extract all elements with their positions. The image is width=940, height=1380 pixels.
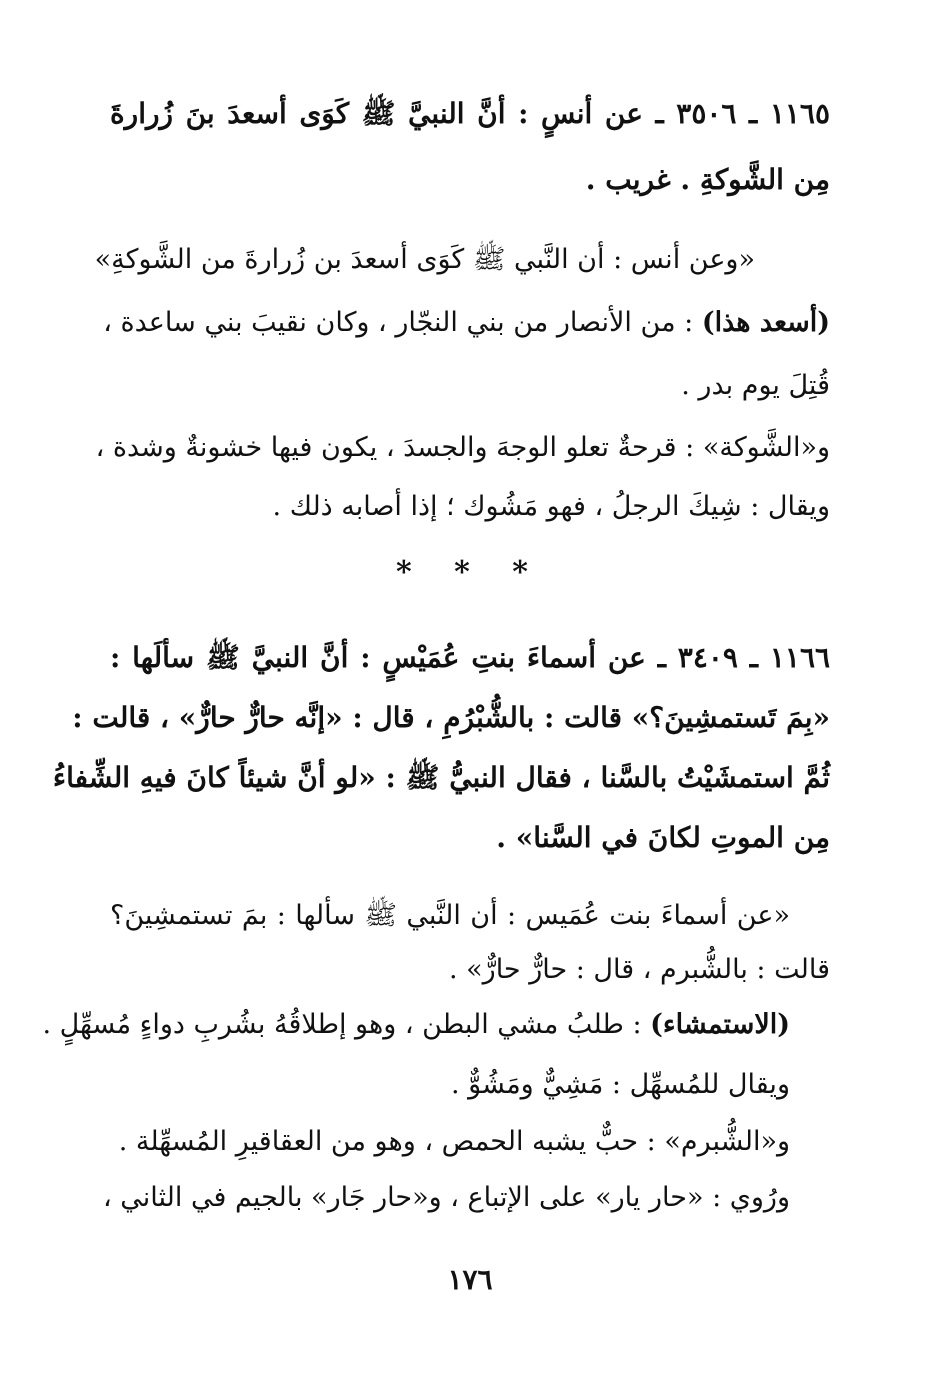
asad-definition-line-1 — [103, 303, 830, 343]
asad-label: (أسعد هذا) — [701, 307, 830, 338]
shubrum-definition — [110, 1122, 790, 1162]
hadith-1165-line-1: ١١٦٥ ـ ٣٥٠٦ ـ عن أنسٍ : أنَّ النبيَّ ﷺ كَوَى أسعدَ بنَ زُرارةَ — [110, 97, 830, 130]
asad-text-1: : من الأنصار من بني النجّار ، وكان نقيبَ بني ساعدة ، — [103, 307, 694, 338]
istimsha-label: (الاستمشاء) — [650, 1009, 790, 1040]
commentary-quote-1166-line-1: «عن أسماءَ بنت عُمَيس : أن النَّبي ﷺ سألها : بمَ تستمشِينَ؟ — [110, 900, 790, 931]
page-number: ١٧٦ — [447, 1263, 493, 1296]
hadith-1166-line-3: ثُمَّ استمشَيْتُ بالسَّنا ، فقال النبيُّ ﷺ : «لو أنَّ شيئاً كانَ فيهِ الشِّفاءُ — [52, 761, 830, 794]
asad-definition-line-2: قُتِلَ يوم بدر . — [681, 370, 830, 401]
shubrum-text: : حبٌّ يشبه الحمص ، وهو من العقاقيرِ المُسهِّلة . — [118, 1126, 656, 1157]
hadith-1165-line-2: مِن الشَّوكةِ . غريب . — [585, 163, 830, 196]
yuqal-line: ويقال للمُسهِّل : مَشِيٌّ ومَشُوٌّ . — [451, 1069, 790, 1100]
shawka-label: و«الشَّوكة» — [702, 432, 830, 463]
commentary-quote-1165: «وعن أنس : أن النَّبي ﷺ كَوَى أسعدَ بن زُرارةَ من الشَّوكةِ» — [94, 244, 755, 275]
istimsha-definition — [42, 1005, 790, 1045]
shawka-definition-line-1 — [95, 428, 830, 468]
shubrum-label: و«الشُّبرم» — [664, 1126, 790, 1157]
shawka-text-1: : قرحةٌ تعلو الوجهَ والجسدَ ، يكون فيها خشونةٌ وشدة ، — [95, 432, 695, 463]
section-separator: * * * — [396, 555, 544, 590]
commentary-quote-1166-line-2: قالت : بالشُّبرم ، قال : حارٌّ حارٌّ» . — [448, 954, 830, 985]
istimsha-text: : طلبُ مشي البطن ، وهو إطلاقُهُ بشُربِ دواءٍ مُسهِّلٍ . — [42, 1009, 642, 1040]
hadith-1166-line-4: مِن الموتِ لكانَ في السَّنا» . — [496, 821, 830, 854]
ruwiya-line: ورُوي : «حار يار» على الإتباع ، و«حار جَار» بالجيم في الثاني ، — [102, 1182, 790, 1213]
hadith-1166-line-1: ١١٦٦ ـ ٣٤٠٩ ـ عن أسماءَ بنتِ عُمَيْسٍ : أنَّ النبيَّ ﷺ سألَها : — [110, 641, 831, 674]
shawka-definition-line-2: ويقال : شِيكَ الرجلُ ، فهو مَشُوك ؛ إذا أصابه ذلك . — [272, 491, 830, 522]
hadith-1166-line-2: «بِمَ تَستمشِينَ؟» قالت : بالشُّبْرُمِ ، قال : «إنَّه حارٌّ حارٌّ» ، قالت : — [72, 701, 830, 734]
